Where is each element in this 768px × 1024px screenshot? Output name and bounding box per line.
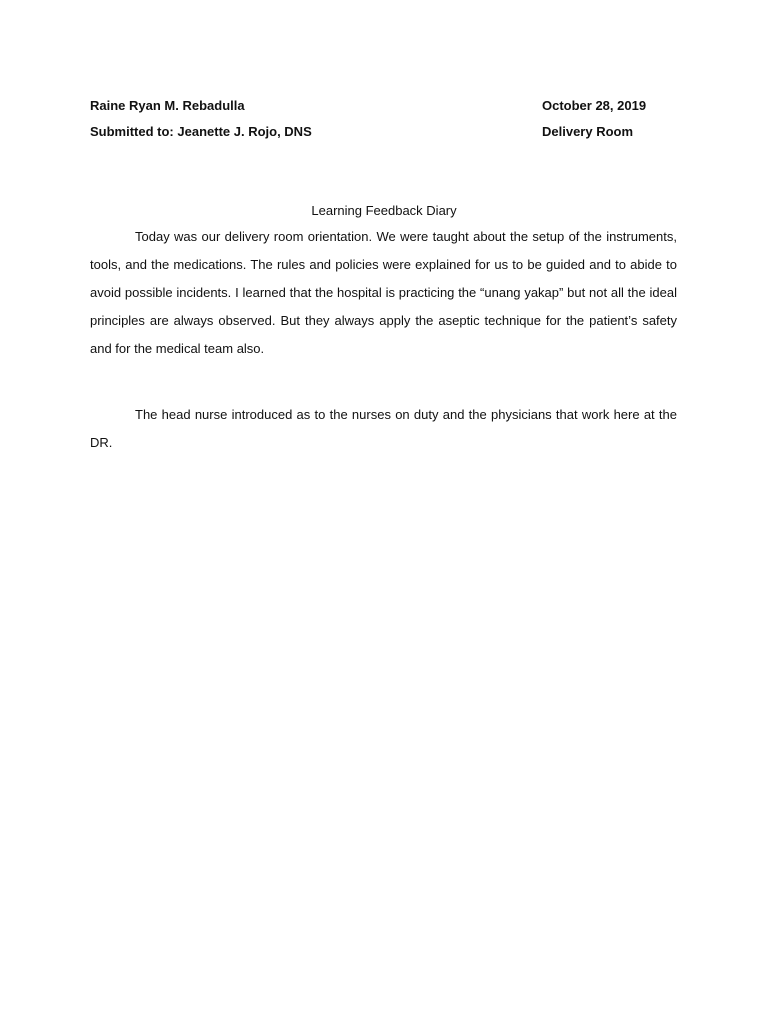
author-name: Raine Ryan M. Rebadulla [90,98,245,113]
paragraph-orientation: Today was our delivery room orientation. We were taught about the setup of the instruments, tools, and the medications. The rules and policies were explained for us to be guided and to abide to avoid possible incidents. I learned that the hospital is practicing the “unang yakap” but not all the ideal principles are always observed. But they always apply the aseptic technique for the patient’s safety and for the medical team also. [90,229,677,356]
entry-date: October 28, 2019 [542,98,647,113]
paragraph-introductions: The head nurse introduced as to the nurses on duty and the physicians that work here at the DR. [90,407,677,450]
location: Delivery Room [542,124,634,139]
document-title: Learning Feedback Diary [311,203,457,218]
submitted-to: Submitted to: Jeanette J. Rojo, DNS [90,124,312,139]
